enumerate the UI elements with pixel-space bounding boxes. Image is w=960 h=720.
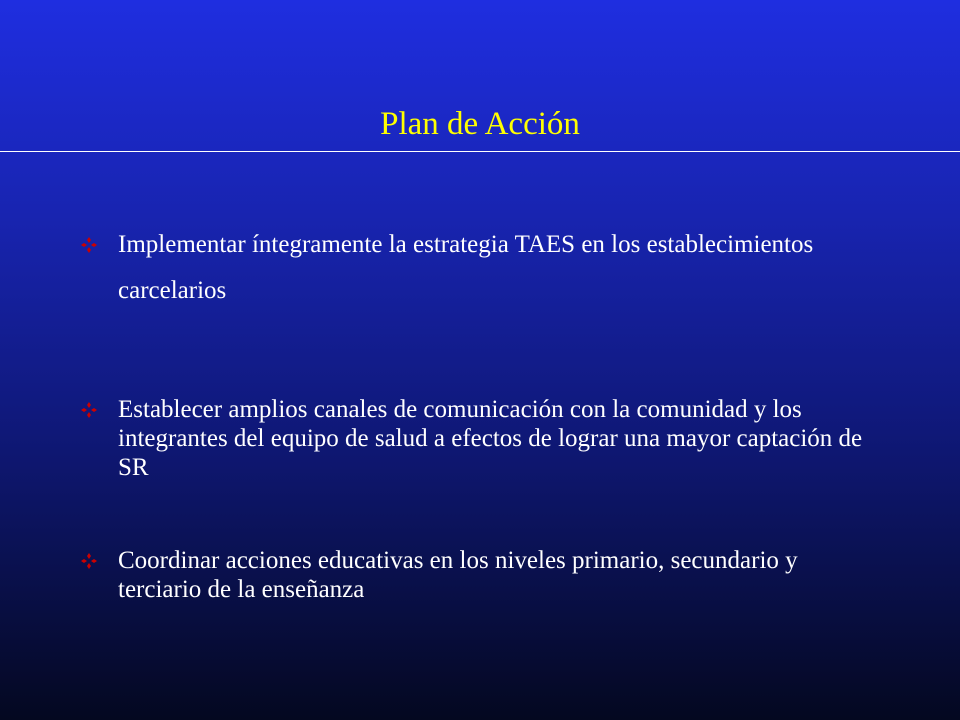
title-divider: [0, 151, 960, 152]
bullet-text: Establecer amplios canales de comunicación con la comunidad y los integrantes del equipo de salud a efectos de lograr una mayor captación de SR: [118, 396, 863, 481]
bullet-text: Coordinar acciones educativas en los niveles primario, secundario y terciario de la enseñanza: [118, 547, 798, 603]
bullet-text: Implementar íntegramente la estrategia TAES en los establecimientos carcelarios: [118, 231, 814, 304]
diamond-bullet-icon: [80, 236, 98, 254]
slide-title: Plan de Acción: [380, 106, 580, 142]
bullet-item: [80, 546, 880, 604]
diamond-bullet-icon: [80, 401, 98, 419]
bullet-item: [80, 222, 880, 314]
diamond-bullet-icon: [80, 552, 98, 570]
bullet-item: [80, 395, 880, 482]
